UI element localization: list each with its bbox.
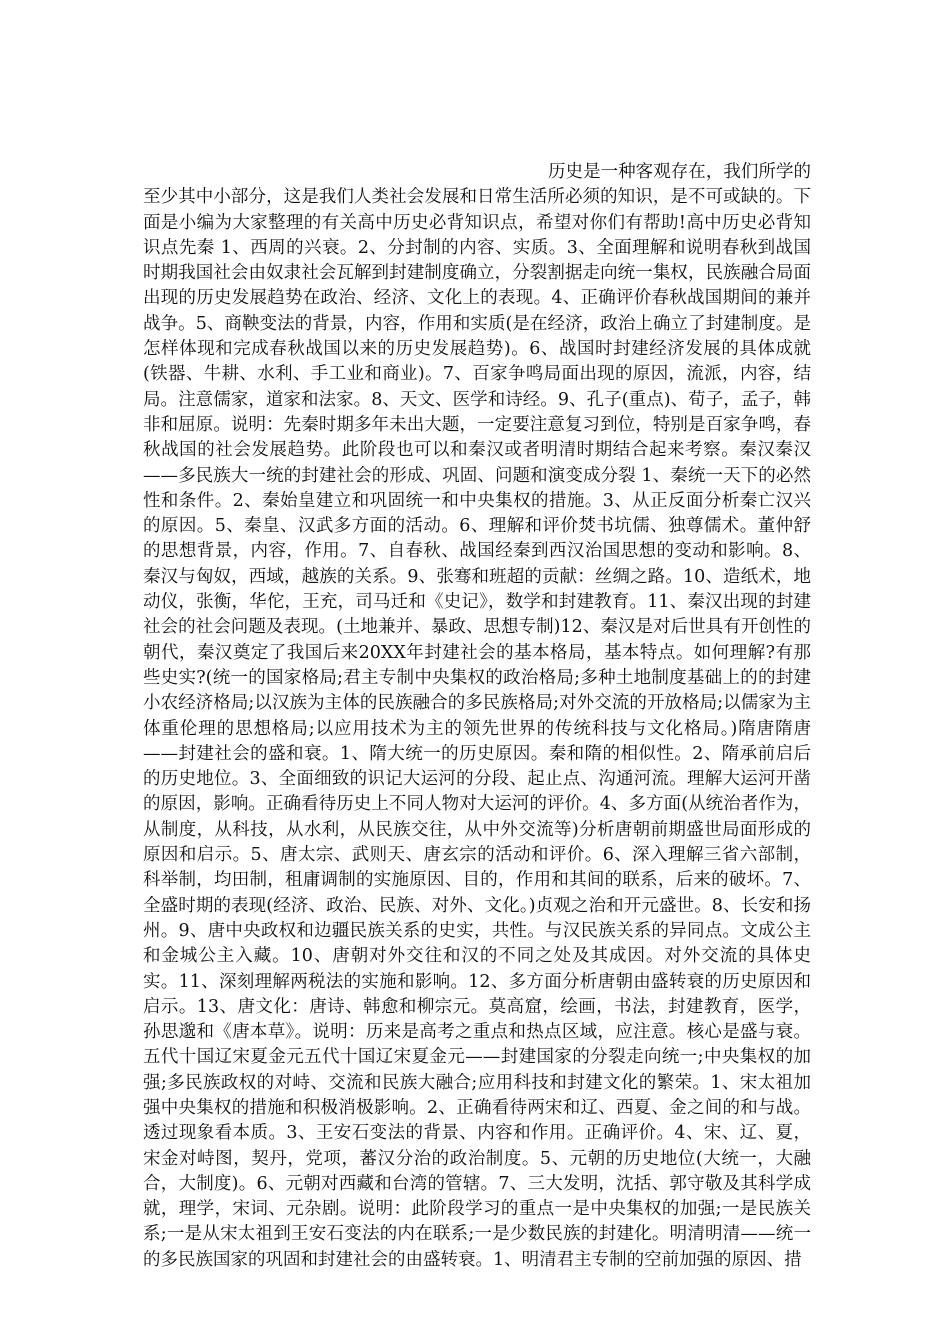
document-body-text: 历史是一种客观存在，我们所学的至少其中小部分，这是我们人类社会发展和日常生活所必须的知识，是不可或缺的。下面是小编为大家整理的有关高中历史必背知识点，希望对你们有帮助!高中历史必背知识点先秦 1、西周的兴衰。2、分封制的内容、实质。3、全面理解和说明春秋到战国时期我国社会由奴隶社会瓦解到封建制度确立，分裂割据走向统一集权，民族融合局面出现的历史发展趋势在政治、经济、文化上的表现。4、正确评价春秋战国期间的兼并战争。5、商鞅变法的背景，内容，作用和实质(是在经济，政治上确立了封建制度。是怎样体现和完成春秋战国以来的历史发展趋势)。6、战国时封建经济发展的具体成就(铁器、牛耕、水利、手工业和商业)。7、百家争鸣局面出现的原因，流派，内容，结局。注意儒家，道家和法家。8、天文、医学和诗经。9、孔子(重点)、荀子，孟子，韩非和屈原。说明：先秦时期多年未出大题，一定要注意复习到位，特别是百家争鸣，春秋战国的社会发展趋势。此阶段也可以和秦汉或者明清时期结合起来考察。秦汉秦汉——多民族大一统的封建社会的形成、巩固、问题和演变成分裂 1、秦统一天下的必然性和条件。2、秦始皇建立和巩固统一和中央集权的措施。3、从正反面分析秦亡汉兴的原因。5、秦皇、汉武多方面的活动。6、理解和评价焚书坑儒、独尊儒术。董仲舒的思想背景，内容，作用。7、自春秋、战国经秦到西汉治国思想的变动和影响。8、秦汉与匈奴，西域，越族的关系。9、张骞和班超的贡献：丝绸之路。10、造纸术，地动仪，张衡，华佗，王充，司马迁和《史记》，数学和封建教育。11、秦汉出现的封建社会的社会问题及表现。(土地兼并、暴政、思想专制)12、秦汉是对后世具有开创性的朝代，秦汉奠定了我国后来20XX年封建社会的基本格局，基本特点。如何理解?有那些史实?(统一的国家格局;君主专制中央集权的政治格局;多种土地制度基础上的的封建小农经济格局;以汉族为主体的民族融合的多民族格局;对外交流的开放格局;以儒家为主体重伦理的思想格局;以应用技术为主的领先世界的传统科技与文化格局。)隋唐隋唐——封建社会的盛和衰。1、隋大统一的历史原因。秦和隋的相似性。2、隋承前启后的历史地位。3、全面细致的识记大运河的分段、起止点、沟通河流。理解大运河开凿的原因，影响。正确看待历史上不同人物对大运河的评价。4、多方面(从统治者作为，从制度，从科技，从水利，从民族交往，从中外交流等)分析唐朝前期盛世局面形成的原因和启示。5、唐太宗、武则天、唐玄宗的活动和评价。6、深入理解三省六部制，科举制，均田制，租庸调制的实施原因、目的，作用和其间的联系，后来的破坏。7、全盛时期的表现(经济、政治、民族、对外、文化。)贞观之治和开元盛世。8、长安和扬州。9、唐中央政权和边疆民族关系的史实，共性。与汉民族关系的异同点。文成公主和金城公主入藏。10、唐朝对外交往和汉的不同之处及其成因。对外交流的具体史实。11、深刻理解两税法的实施和影响。12、多方面分析唐朝由盛转衰的历史原因和启示。13、唐文化：唐诗、韩愈和柳宗元。莫高窟，绘画，书法，封建教育，医学，孙思邈和《唐本草》。说明：历来是高考之重点和热点区域，应注意。核心是盛与衰。五代十国辽宋夏金元五代十国辽宋夏金元——封建国家的分裂走向统一;中央集权的加强;多民族政权的对峙、交流和民族大融合;应用科技和封建文化的繁荣。1、宋太祖加强中央集权的措施和积极消极影响。2、正确看待两宋和辽、西夏、金之间的和与战。透过现象看本质。3、王安石变法的背景、内容和作用。正确评价。4、宋、辽、夏，宋金对峙图，契丹，党项，蕃汉分治的政治制度。5、元朝的历史地位(大统一，大融合，大制度)。6、元朝对西藏和台湾的管辖。7、三大发明，沈括、郭守敬及其科学成就，理学，宋词、元杂剧。说明：此阶段学习的重点一是中央集权的加强;一是民族关系;一是从宋太祖到王安石变法的内在联系;一是少数民族的封建化。明清明清——统一的多民族国家的巩固和封建社会的由盛转衰。1、明清君主专制的空前加强的原因、措	[143, 162, 811, 1270]
